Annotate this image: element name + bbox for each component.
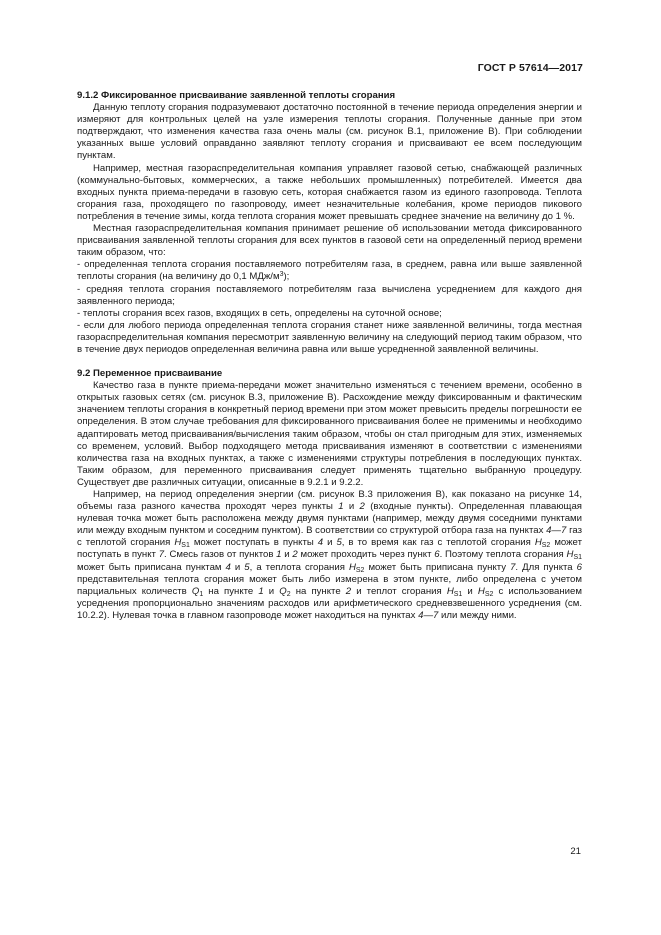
list-item: - определенная теплота сгорания поставляемого потребителям газа, в среднем, равна или выше заявленной теплоты сгорания (на величину до 0,1 МДж/$м^3$);	[77, 259, 582, 283]
paragraph: Например, на период определения энергии (см. рисунок В.3 приложения В), как показано на рисунке 14, объемы газа разного качества проходят через пункты 1 и 2 (входные пункты). Определенная плавающая нулевая точка может быть расположена между двумя пунктами (например, между двумя соседними пунктами или между входным пунктом и соседним пунктом). В соответствии со структурой отбора газа на пунктах 4—7 газ с теплотой сгорания $H_{S1}$ может поступать в пункты 4 и 5, в то время как газ с теплотой сгорания $H_{S2}$ может поступать в пункт 7. Смесь газов от пунктов 1 и 2 может проходить через пункт 6. Поэтому теплота сгорания $H_{S1}$ может быть приписана пунктам 4 и 5, а теплота сгорания $H_{S2}$ может быть приписана пункту 7. Для пункта 6 представительная теплота сгорания может быть либо измерена в этом пункте, либо определена с учетом парциальных количеств $Q_1$ на пункте 1 и $Q_2$ на пункте 2 и теплот сгорания $H_{S1}$ и $H_{S2}$ с использованием усреднения пропорционально значениям расходов или арифметического средневзвешенного усреднения (см. 10.2.2). Нулевая точка в главном газопроводе может находиться на пунктах 4—7 или между ними.	[77, 489, 582, 621]
paragraph: Местная газораспределительная компания принимает решение об использовании метода фиксированного присваивания заявленной теплоты сгорания для всех пунктов в газовой сети на определенный период времени таким образом, что:	[77, 223, 582, 259]
paragraph: Например, местная газораспределительная компания управляет газовой сетью, снабжающей различных (коммунально-бытовых, коммерческих, а также небольших промышленных) потребителей. Имеется два входных пункта приема-передачи в газовую сеть, которая снабжается газом из единого газопровода. Теплота сгорания газа, проходящего по газопроводу, имеет незначительные колебания, кроме периодов пикового потребления в течение зимы, когда теплота сгорания может превышать среднее значение на величину до 1 %.	[77, 162, 582, 222]
list-item: - если для любого периода определенная теплота сгорания станет ниже заявленной величины, тогда местная газораспределительная компания пересмотрит заявленную величину на следующий период таким образом, что в течение двух периодов определенная величина равна или выше усредненной заявленной величины.	[77, 319, 582, 355]
paragraph: Качество газа в пункте приема-передачи может значительно изменяться с течением времени, особенно в открытых газовых сетях (см. рисунок В.3, приложение В). Расхождение между фиксированным и фактическим значением теплоты сгорания в конкретный период времени при этом может превысить пределы погрешности ее определения. В этом случае требования для фиксированного присваивания более не применимы и необходимо адаптировать метод присваивания/вычисления таким образом, чтобы он стал пригодным для этих, изменяемых со временем, условий. Выбор подходящего метода присваивания изменяют в соответствии с изменениями количества газа на входных пунктах, а также с изменениями структуры потребления в последующих пунктах. Таким образом, для переменного присваивания следует применять тщательно выбранную процедуру. Существует две различных ситуации, описанные в 9.2.1 и 9.2.2.	[77, 380, 582, 488]
list-item: - средняя теплота сгорания поставляемого потребителям газа вычислена усреднением для каждого дня заявленного периода;	[77, 283, 582, 307]
paragraph: Данную теплоту сгорания подразумевают достаточно постоянной в течение периода определения энергии и измеряют для контрольных целей на узле измерения теплоты сгорания. Полученные данные при этом подтверждают, что изменения качества газа очень малы (см. рисунок В.1, приложение В). При соблюдении указанных выше условий оправданно заявляют теплоту сгорания и присваивают ее всем последующим пунктам.	[77, 102, 582, 162]
section-heading-9-1-2: 9.1.2 Фиксированное присваивание заявленной теплоты сгорания	[77, 90, 396, 101]
page-number: 21	[570, 846, 581, 857]
list-item: - теплоты сгорания всех газов, входящих в сеть, определены на суточной основе;	[77, 307, 442, 319]
document-body	[77, 90, 582, 622]
document-id-header: ГОСТ Р 57614—2017	[477, 62, 583, 74]
section-heading-9-2: 9.2 Переменное присваивание	[77, 368, 223, 380]
